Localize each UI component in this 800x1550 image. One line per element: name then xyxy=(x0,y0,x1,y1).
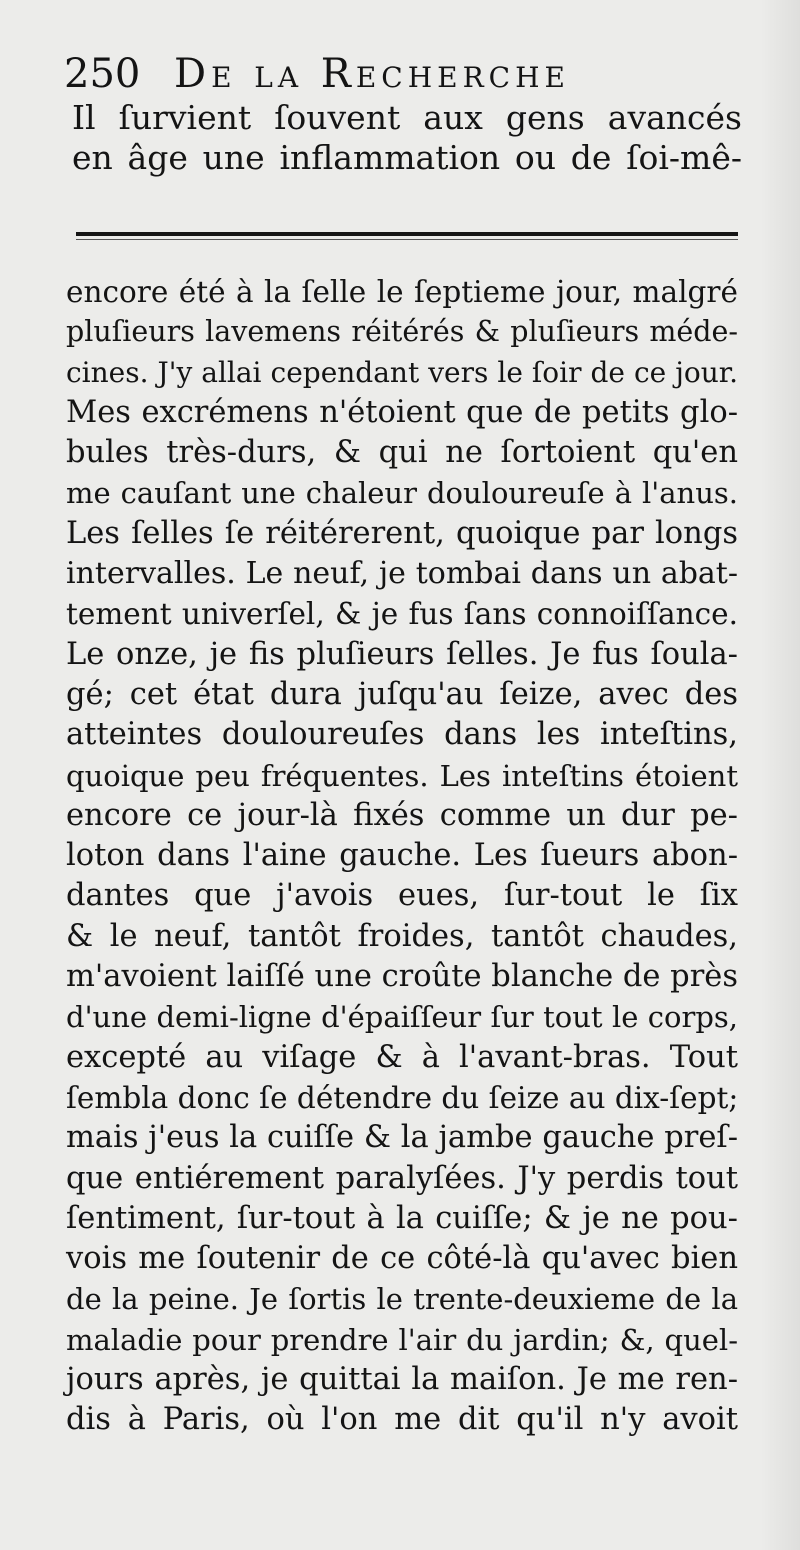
text-line: Les ſelles ſe réitérerent, quoique par longs xyxy=(66,515,738,551)
text-line: bules très-durs, & qui ne ſortoient qu'en xyxy=(66,435,738,471)
overlapping-text-block xyxy=(72,98,742,179)
text-line: dantes que j'avois eues, ſur-tout le ſix xyxy=(66,878,738,914)
text-line: Le onze, je fis pluſieurs ſelles. Je fus ſoula- xyxy=(66,636,738,672)
text-line: d'une demi-ligne d'épaiſſeur ſur tout le corps, xyxy=(66,1000,738,1035)
text-line: dis à Paris, où l'on me dit qu'il n'y avoit xyxy=(66,1402,738,1438)
text-line: ſentiment, ſur-tout à la cuiſſe; & je ne pou- xyxy=(66,1200,738,1236)
horizontal-rule-thin xyxy=(76,239,738,240)
running-title: De la Recherche xyxy=(174,51,570,97)
text-line: encore ce jour-là fixés comme un dur pe- xyxy=(66,797,738,833)
text-line: jours après, je quittai la maiſon. Je me ren- xyxy=(66,1362,738,1398)
text-line: gé; cet état dura juſqu'au ſeize, avec des xyxy=(66,676,738,712)
main-text-block xyxy=(66,272,738,1441)
text-line: vois me ſoutenir de ce côté-là qu'avec bien xyxy=(66,1241,738,1277)
text-line: encore été à la ſelle le ſeptieme jour, malgré xyxy=(66,275,738,309)
text-line: tement univerſel, & je fus ſans connoiſſance. xyxy=(66,597,738,632)
text-line: & le neuf, tantôt froides, tantôt chaudes, xyxy=(66,918,738,954)
text-line: quoique peu fréquentes. Les inteſtins étoient xyxy=(66,758,738,793)
text-line: ſembla donc ſe détendre du ſeize au dix-ſept; xyxy=(66,1080,739,1115)
text-line: Il ſurvient ſouvent aux gens avancés xyxy=(72,98,742,137)
text-line: de la peine. Je ſortis le trente-deuxieme de la xyxy=(66,1282,738,1317)
text-line: m'avoient laiſſé une croûte blanche de près xyxy=(66,959,738,995)
text-line: me cauſant une chaleur douloureuſe à l'anus. xyxy=(66,476,738,511)
text-line: excepté au viſage & à l'avant-bras. Tout xyxy=(66,1039,738,1075)
text-line: loton dans l'aine gauche. Les ſueurs abon- xyxy=(66,838,738,874)
text-line: atteintes douloureuſes dans les inteſtins, xyxy=(66,717,738,753)
running-head xyxy=(64,52,570,96)
page-number: 250 xyxy=(64,51,141,97)
text-line: en âge une inflammation ou de ſoi-mê- xyxy=(72,138,742,178)
text-line: mais j'eus la cuiſſe & la jambe gauche preſ- xyxy=(66,1120,738,1156)
horizontal-rule xyxy=(76,232,738,236)
text-line: que entiérement paralyſées. J'y perdis tout xyxy=(66,1160,738,1196)
text-line: intervalles. Le neuf, je tombai dans un abat- xyxy=(66,556,738,592)
text-line: pluſieurs lavemens réitérés & pluſieurs méde- xyxy=(66,315,738,349)
text-line: cines. J'y allai cependant vers le ſoir de ce jour. xyxy=(66,355,738,389)
text-line: Mes excrémens n'étoient que de petits glo- xyxy=(66,394,738,430)
text-line: maladie pour prendre l'air du jardin; &, quel- xyxy=(66,1322,738,1357)
